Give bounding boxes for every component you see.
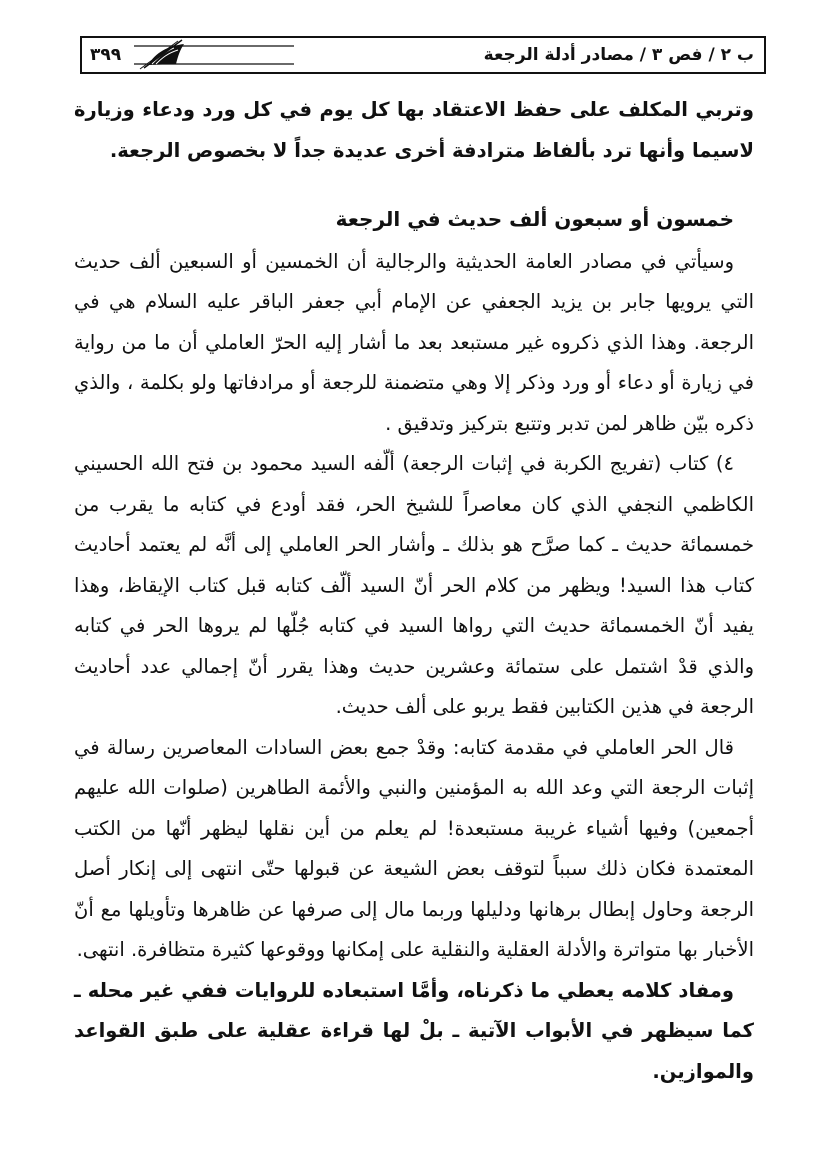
paragraph-3: قال الحر العاملي في مقدمة كتابه: وقدْ جمع بعض السادات المعاصرين رسالة في إثبات الرجعة التي وعد الله به المؤمنين والنبي والأئمة الطاهرين (صلوات الله عليهم أجمعين) وفيها أشياء غريبة مستبعدة! لم يعلم من أين نقلها ليظهر أنّها من الكتب المعتمدة فكان ذلك سبباً لتوقف بعض الشيعة عن قبولها حتّى انتهى إلى إنكار أصل الرجعة وحاول إبطال برهانها ودليلها وربما مال إلى صرفها عن ظاهرها وتأويلها مع أنّ الأخبار بها متواترة والأدلة العقلية والنقلية على إمكانها ووقوعها كثيرة متظافرة. انتهى. [74,735,754,961]
intro-paragraph: وتربي المكلف على حفظ الاعتقاد بها كل يوم في كل ورد ودعاء وزيارة لاسيما وأنها ترد بألفاظ مترادفة أخرى عديدة جداً لا بخصوص الرجعة. [74,98,754,162]
paragraph-1: وسيأتي في مصادر العامة الحديثية والرجالية أن الخمسين أو السبعين ألف حديث التي يرويها جابر بن يزيد الجعفي عن الإمام أبي جعفر الباقر عليه السلام هي في الرجعة. وهذا الذي ذكروه غير مستبعد بعد ما أشار إليه الحرّ العاملي أن ما من رواية في زيارة أو دعاء أو ورد وذكر إلا وهي متضمنة للرجعة أو مرادفاتها ولو بكلمة ، والذي ذكره بيّن ظاهر لمن تدبر وتتبع بتركيز وتدقيق . [74,249,754,435]
page-body [74,90,754,1092]
paragraph-4: ومفاد كلامه يعطي ما ذكرناه، وأمَّا استبعاده للروايات ففي غير محله ـ كما سيظهر في الأبواب الآتية ـ بلْ لها قراءة عقلية على طبق القواعد والموازين. [74,978,754,1083]
section-heading: خمسون أو سبعون ألف حديث في الرجعة [335,207,734,231]
header-title: ب ٢ / فص ٣ / مصادر أدلة الرجعة [483,45,754,65]
page-header [80,36,766,74]
header-ornament-icon [134,38,294,72]
page-number: ٣٩٩ [90,45,122,65]
paragraph-2: ٤) كتاب (تفريج الكربة في إثبات الرجعة) ألّفه السيد محمود بن فتح الله الحسيني الكاظمي النجفي الذي كان معاصراً للشيخ الحر، فقد أودع في كتابه ما يقرب من خمسمائة حديث ـ كما صرَّح هو بذلك ـ وأشار الحر العاملي إلى أنَّه لم يعتمد أحاديث كتاب هذا السيد! ويظهر من كلام الحر أنّ السيد ألّف كتابه قبل كتاب الإيقاظ، وهذا يفيد أنّ الخمسمائة حديث التي رواها السيد في كتابه جُلّها لم يروها الحر في كتابه والذي قدْ اشتمل على ستمائة وعشرين حديث وهذا يقرر أنّ إجمالي عدد أحاديث الرجعة في هذين الكتابين فقط يربو على ألف حديث. [74,452,754,718]
